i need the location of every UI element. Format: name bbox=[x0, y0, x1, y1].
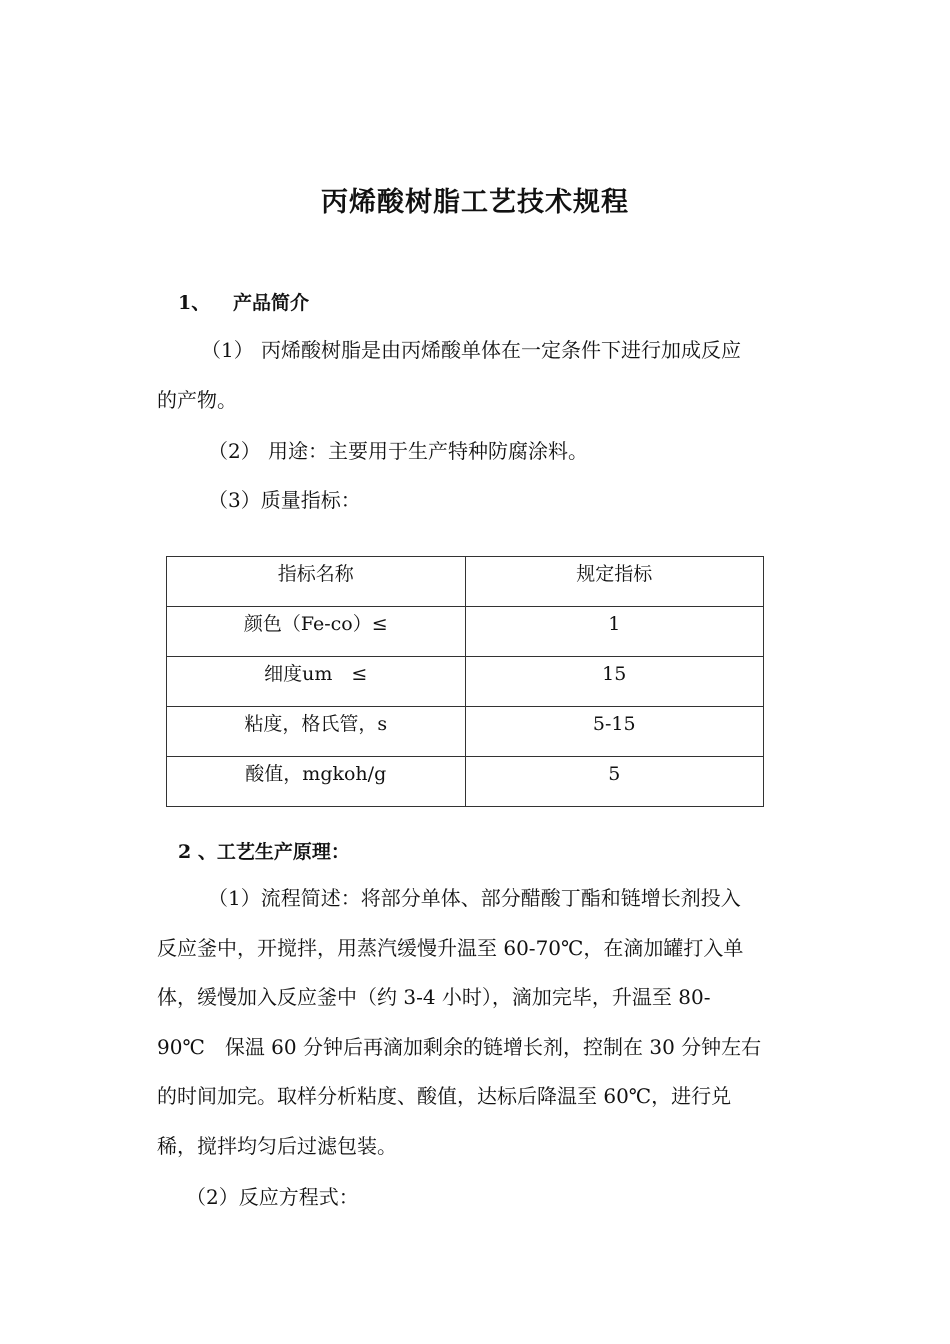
table-cell: 5-15 bbox=[465, 707, 763, 757]
table-row bbox=[167, 707, 764, 757]
table-header-cell: 指标名称 bbox=[167, 557, 466, 607]
section1-item1-text-cont: 的产物。 bbox=[157, 388, 237, 412]
section1-number: 1、 bbox=[178, 292, 211, 314]
table-cell: 粘度，格氏管，s bbox=[167, 707, 466, 757]
table-cell: 15 bbox=[465, 657, 763, 707]
section2-item2: （2）反应方程式： bbox=[186, 1185, 359, 1209]
table-header-row bbox=[167, 557, 764, 607]
section2-paragraph-line: 的时间加完。取样分析粘度、酸值，达标后降温至 60℃，进行兑 bbox=[157, 1084, 732, 1108]
section2-paragraph-line: 90℃ 保温 60 分钟后再滴加剩余的链增长剂，控制在 30 分钟左右 bbox=[157, 1035, 762, 1059]
quality-table bbox=[166, 556, 764, 807]
section2-heading: 2 、工艺生产原理： bbox=[178, 841, 350, 863]
section1-heading: 产品简介 bbox=[233, 292, 310, 314]
section2-paragraph-line: （1）流程简述：将部分单体、部分醋酸丁酯和链增长剂投入 bbox=[208, 886, 741, 910]
table-row bbox=[167, 657, 764, 707]
section2-paragraph-line: 稀，搅拌均匀后过滤包装。 bbox=[157, 1134, 397, 1158]
section1-item2-text: 用途：主要用于生产特种防腐涂料。 bbox=[268, 439, 588, 463]
page-title: 丙烯酸树脂工艺技术规程 bbox=[321, 187, 629, 218]
table-cell: 5 bbox=[465, 757, 763, 807]
table-row bbox=[167, 757, 764, 807]
table-cell: 颜色（Fe-co）≤ bbox=[167, 607, 466, 657]
table-row bbox=[167, 607, 764, 657]
table-cell: 1 bbox=[465, 607, 763, 657]
section2-paragraph-line: 反应釜中，开搅拌，用蒸汽缓慢升温至 60-70℃，在滴加罐打入单 bbox=[157, 936, 744, 960]
section1-item2-label: （2） bbox=[208, 439, 261, 463]
table-cell: 酸值，mgkoh/g bbox=[167, 757, 466, 807]
section1-item1-label: （1） bbox=[201, 338, 254, 362]
table-header-cell: 规定指标 bbox=[465, 557, 763, 607]
section2-paragraph-line: 体，缓慢加入反应釜中（约 3-4 小时），滴加完毕，升温至 80- bbox=[157, 985, 711, 1009]
section1-item3: （3）质量指标： bbox=[208, 488, 361, 512]
table-cell: 细度um ≤ bbox=[167, 657, 466, 707]
section1-item1-text: 丙烯酸树脂是由丙烯酸单体在一定条件下进行加成反应 bbox=[261, 338, 741, 362]
